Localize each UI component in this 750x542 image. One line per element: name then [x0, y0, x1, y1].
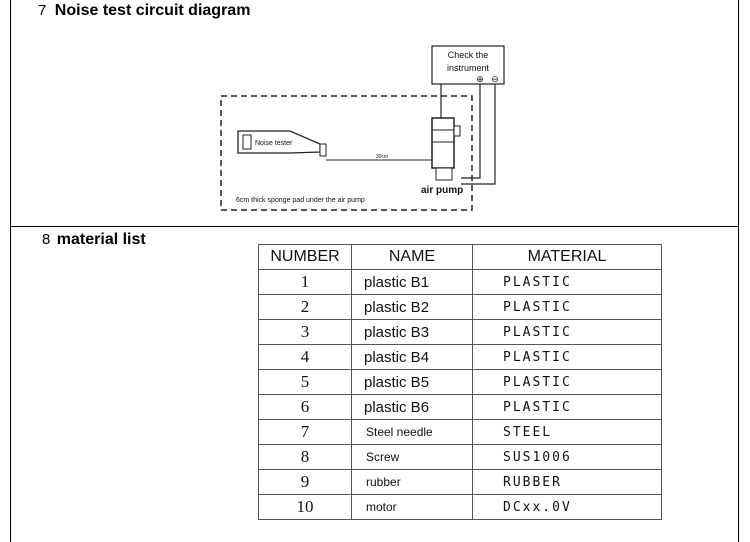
wire-minus [461, 84, 495, 184]
row-material: DCxx.0V [473, 495, 662, 520]
instrument-label-line2: instrument [446, 63, 490, 73]
air-pump-label: air pump [421, 185, 464, 196]
row-number: 6 [259, 395, 352, 420]
row-number: 10 [259, 495, 352, 520]
noise-test-circuit-diagram [0, 0, 750, 230]
table-row [259, 495, 662, 520]
row-material: PLASTIC [473, 295, 662, 320]
table-header-row [259, 245, 662, 270]
air-pump-body [432, 118, 454, 168]
air-pump-base [436, 168, 452, 180]
row-number: 5 [259, 370, 352, 395]
header-name: NAME [352, 245, 473, 270]
header-material: MATERIAL [473, 245, 662, 270]
row-name: Steel needle [352, 420, 473, 445]
table-row [259, 370, 662, 395]
row-number: 4 [259, 345, 352, 370]
row-material: PLASTIC [473, 395, 662, 420]
table-row [259, 420, 662, 445]
row-name: plastic B3 [352, 320, 473, 345]
row-number: 2 [259, 295, 352, 320]
sponge-pad-label: 6cm thick sponge pad under the air pump [236, 197, 365, 204]
row-number: 8 [259, 445, 352, 470]
instrument-label-line1: Check the [447, 50, 489, 60]
row-number: 7 [259, 420, 352, 445]
row-name: rubber [352, 470, 473, 495]
row-material: PLASTIC [473, 320, 662, 345]
row-name: plastic B4 [352, 345, 473, 370]
table-row [259, 445, 662, 470]
row-name: plastic B1 [352, 270, 473, 295]
row-number: 3 [259, 320, 352, 345]
row-name: plastic B6 [352, 395, 473, 420]
noise-tester-label: Noise tester [255, 140, 293, 147]
table-row [259, 470, 662, 495]
table-row [259, 270, 662, 295]
table-row [259, 395, 662, 420]
section-8-title: material list [56, 231, 146, 248]
header-number: NUMBER [259, 245, 352, 270]
section-8-heading [42, 231, 146, 249]
minus-terminal-icon: ⊖ [491, 74, 499, 84]
section-7-title: Noise test circuit diagram [54, 2, 251, 19]
table-row [259, 295, 662, 320]
row-number: 9 [259, 470, 352, 495]
row-name: plastic B2 [352, 295, 473, 320]
row-name: Screw [352, 445, 473, 470]
row-material: RUBBER [473, 470, 662, 495]
row-name: motor [352, 495, 473, 520]
table-row [259, 345, 662, 370]
wire-plus [461, 84, 480, 178]
row-material: PLASTIC [473, 345, 662, 370]
section-8-number: 8 [42, 231, 51, 248]
row-name: plastic B5 [352, 370, 473, 395]
row-material: PLASTIC [473, 270, 662, 295]
row-material: SUS1006 [473, 445, 662, 470]
row-material: STEEL [473, 420, 662, 445]
material-list-table [258, 244, 662, 520]
frame-right-border-lower [738, 226, 739, 542]
table-row [259, 320, 662, 345]
frame-left-border-lower [10, 226, 11, 542]
section-7-number: 7 [38, 2, 47, 19]
plus-terminal-icon: ⊕ [476, 74, 484, 84]
distance-label: 30cm [375, 154, 389, 160]
row-material: PLASTIC [473, 370, 662, 395]
row-number: 1 [259, 270, 352, 295]
